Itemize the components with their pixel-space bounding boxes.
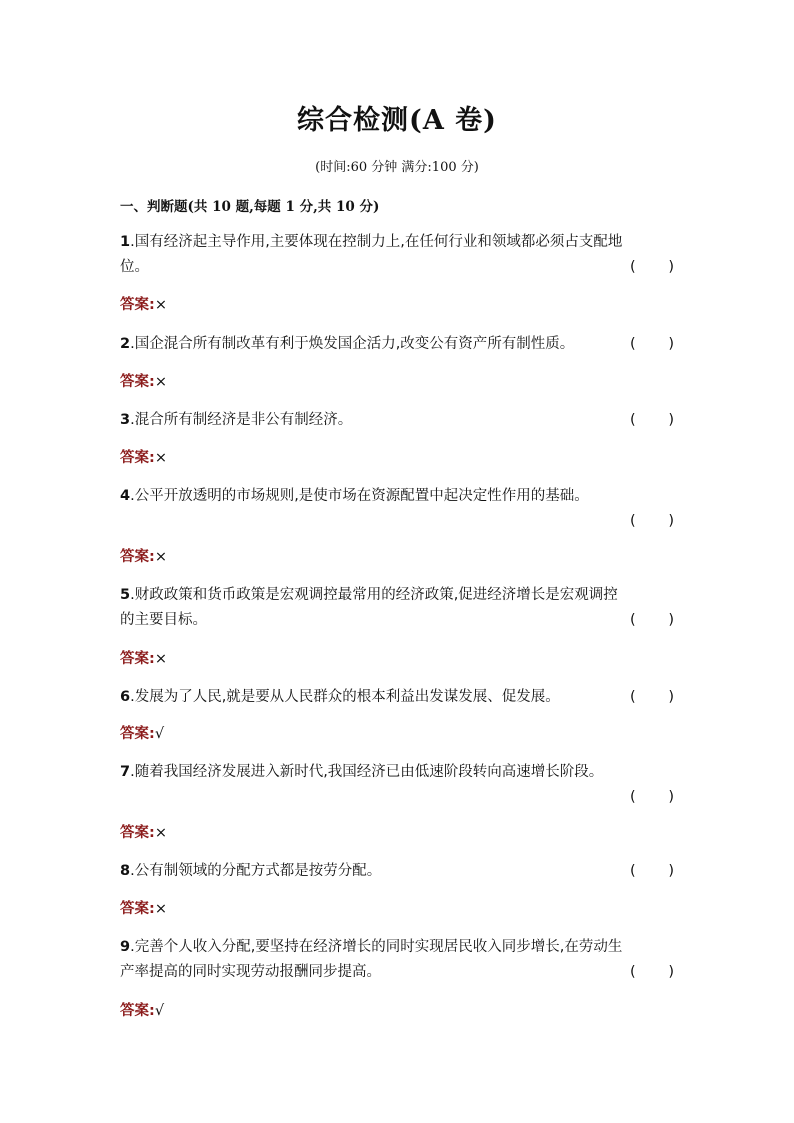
answer-blank: ( ) <box>630 689 674 705</box>
answer-label: 答案 <box>120 1003 149 1019</box>
answer-value: × <box>154 825 167 841</box>
question-8 <box>120 859 674 884</box>
question-number: 4 <box>120 488 131 504</box>
answer-value: × <box>154 901 167 917</box>
answer-1: 答案:× <box>120 297 167 313</box>
answer-blank: ( ) <box>630 789 674 805</box>
question-text: .混合所有制经济是非公有制经济。 <box>130 412 353 428</box>
question-7 <box>120 760 674 810</box>
answer-2: 答案:× <box>120 374 167 390</box>
answer-9: 答案:√ <box>120 1003 165 1019</box>
page-title: 综合检测(A 卷) <box>297 105 497 136</box>
question-3 <box>120 408 674 433</box>
question-text: .国有经济起主导作用,主要体现在控制力上,在任何行业和领域都必须占支配地 <box>130 234 623 250</box>
question-text-cont: 产率提高的同时实现劳动报酬同步提高。 <box>120 964 381 980</box>
question-text: .公平开放透明的市场规则,是使市场在资源配置中起决定性作用的基础。 <box>130 488 589 504</box>
answer-value: × <box>154 549 167 565</box>
question-4 <box>120 484 674 534</box>
answer-blank: ( ) <box>630 513 674 529</box>
answer-5: 答案:× <box>120 651 167 667</box>
question-6 <box>120 685 674 710</box>
question-text-cont: 的主要目标。 <box>120 612 207 628</box>
answer-value: × <box>154 450 167 466</box>
answer-3: 答案:× <box>120 450 167 466</box>
answer-label: 答案 <box>120 825 149 841</box>
answer-value: × <box>154 297 167 313</box>
answer-6: 答案:√ <box>120 726 165 742</box>
answer-label: 答案 <box>120 726 149 742</box>
answer-value: × <box>154 374 167 390</box>
question-number: 9 <box>120 939 131 955</box>
answer-label: 答案 <box>120 297 149 313</box>
answer-label: 答案 <box>120 450 149 466</box>
answer-value: × <box>154 651 167 667</box>
answer-blank: ( ) <box>630 412 674 428</box>
answer-7: 答案:× <box>120 825 167 841</box>
section-heading: 一、判断题(共 10 题,每题 1 分,共 10 分) <box>120 199 380 215</box>
question-1 <box>120 230 674 280</box>
question-text: .随着我国经济发展进入新时代,我国经济已由低速阶段转向高速增长阶段。 <box>130 764 604 780</box>
exam-info: (时间:60 分钟 满分:100 分) <box>315 160 479 175</box>
answer-label: 答案 <box>120 374 149 390</box>
question-text-cont: 位。 <box>120 259 149 275</box>
question-5 <box>120 583 674 633</box>
question-number: 5 <box>120 587 131 603</box>
question-number: 8 <box>120 863 131 879</box>
question-number: 6 <box>120 689 131 705</box>
answer-label: 答案 <box>120 651 149 667</box>
answer-blank: ( ) <box>630 612 674 628</box>
question-number: 7 <box>120 764 131 780</box>
question-number: 1 <box>120 234 131 250</box>
answer-blank: ( ) <box>630 863 674 879</box>
answer-label: 答案 <box>120 549 149 565</box>
question-text: .发展为了人民,就是要从人民群众的根本利益出发谋发展、促发展。 <box>130 689 560 705</box>
answer-blank: ( ) <box>630 336 674 352</box>
question-9 <box>120 935 674 985</box>
answer-value: √ <box>154 1003 165 1019</box>
question-text: .财政政策和货币政策是宏观调控最常用的经济政策,促进经济增长是宏观调控 <box>130 587 618 603</box>
answer-blank: ( ) <box>630 964 674 980</box>
question-number: 2 <box>120 336 131 352</box>
answer-label: 答案 <box>120 901 149 917</box>
answer-value: √ <box>154 726 165 742</box>
answer-4: 答案:× <box>120 549 167 565</box>
question-text: .公有制领域的分配方式都是按劳分配。 <box>130 863 382 879</box>
question-number: 3 <box>120 412 131 428</box>
question-text: .国企混合所有制改革有利于焕发国企活力,改变公有资产所有制性质。 <box>130 336 575 352</box>
question-2 <box>120 332 674 357</box>
answer-8: 答案:× <box>120 901 167 917</box>
answer-blank: ( ) <box>630 259 674 275</box>
question-text: .完善个人收入分配,要坚持在经济增长的同时实现居民收入同步增长,在劳动生 <box>130 939 623 955</box>
